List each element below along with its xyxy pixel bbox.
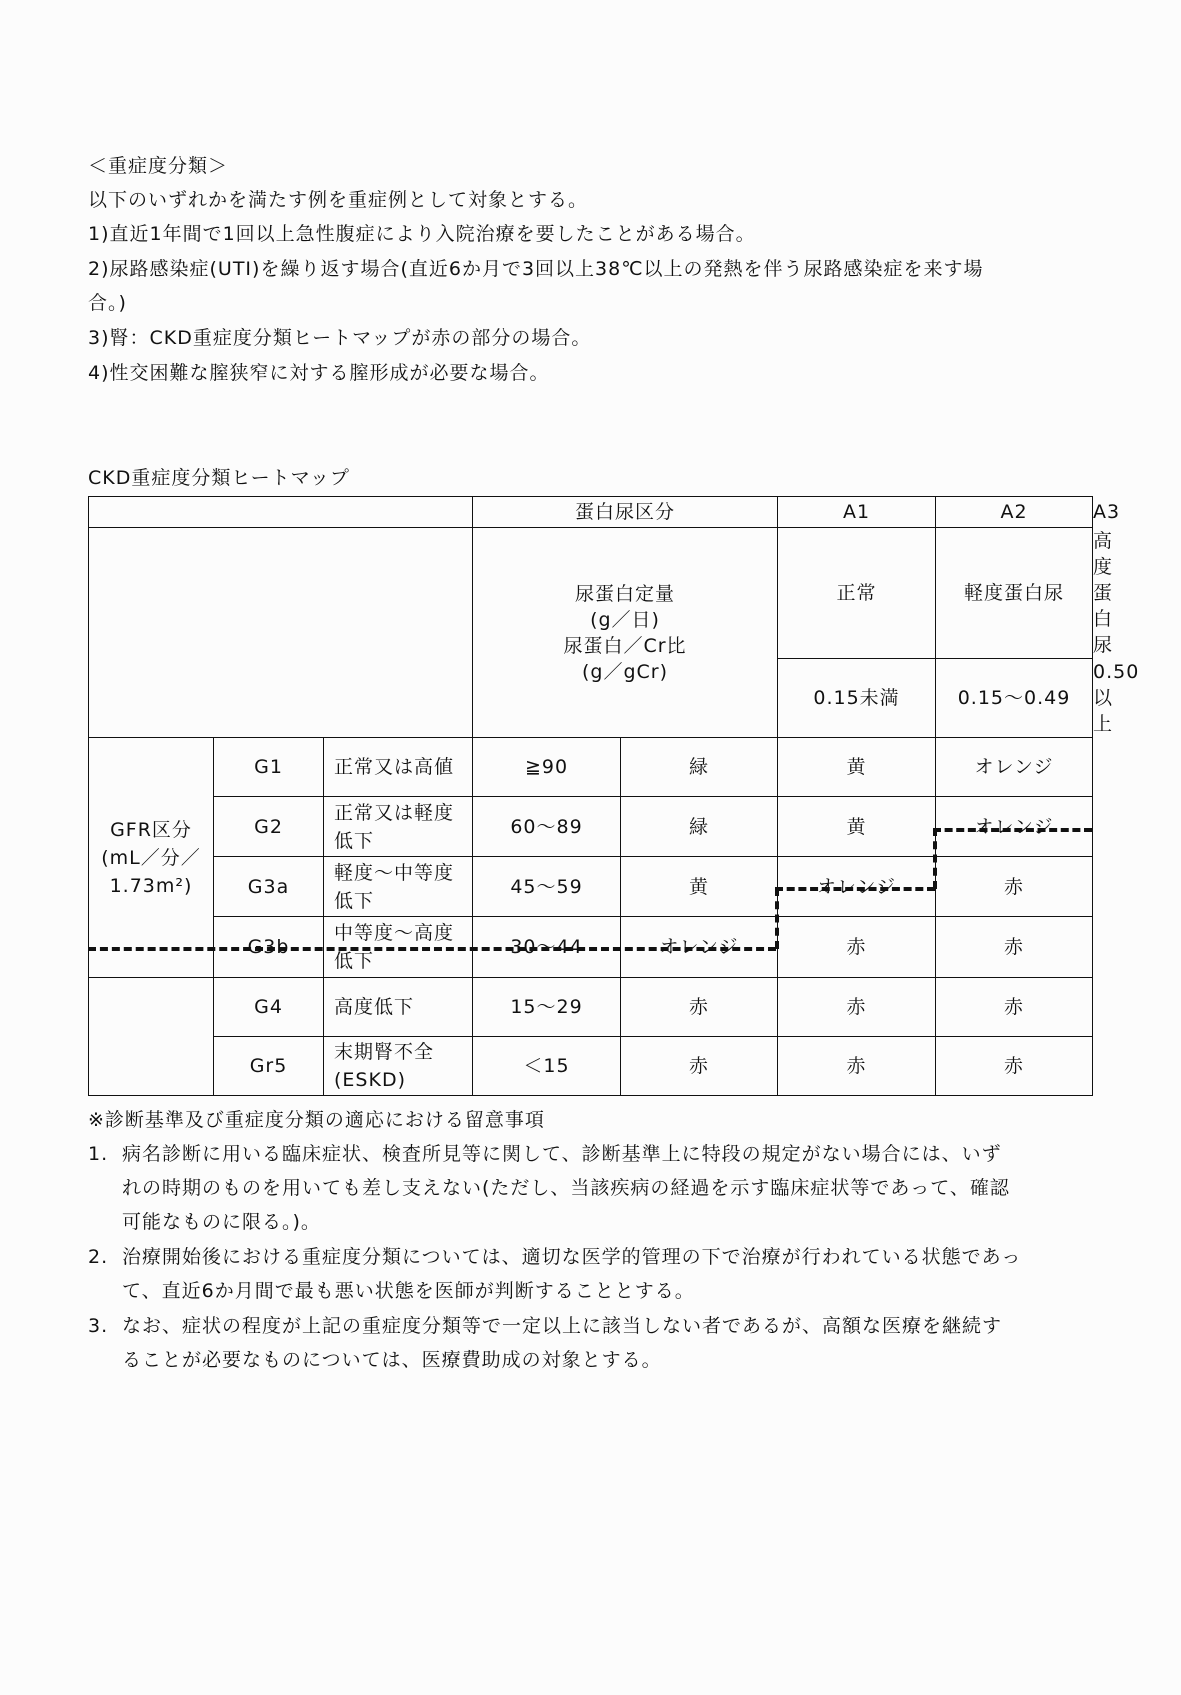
- col-range-a2: 0.15～0.49: [936, 659, 1093, 738]
- corner-cell-lower: [89, 528, 473, 738]
- heatmap-title: CKD重症度分類ヒートマップ: [88, 467, 350, 489]
- red-zone-boundary-bottom: [88, 947, 776, 951]
- heat-cell: オレンジ: [778, 857, 936, 917]
- heat-cell: 赤: [936, 857, 1093, 917]
- grade-desc: 末期腎不全(ESKD): [324, 1037, 473, 1096]
- heat-cell: 赤: [936, 917, 1093, 978]
- note-3-line-2: ることが必要なものについては、医療費助成の対象とする。: [122, 1349, 662, 1371]
- grade-range: ≧90: [473, 738, 621, 797]
- grade-desc: 正常又は高値: [324, 738, 473, 797]
- severity-item-3: 3)腎：CKD重症度分類ヒートマップが赤の部分の場合。: [88, 327, 592, 349]
- grade: G4: [214, 978, 324, 1037]
- note-3-num: 3.: [88, 1315, 109, 1337]
- grade-desc: 中等度～高度低下: [324, 917, 473, 978]
- grade-range: 30～44: [473, 917, 621, 978]
- table-row-gr5: [89, 1037, 1093, 1096]
- heat-cell: 黄: [778, 738, 936, 797]
- heat-cell: 赤: [778, 978, 936, 1037]
- heat-cell: 赤: [778, 1037, 936, 1096]
- grade-desc: 軽度～中等度低下: [324, 857, 473, 917]
- heat-cell: オレンジ: [621, 917, 778, 978]
- heat-cell: 黄: [778, 797, 936, 857]
- ckd-heatmap-table: 蛋白尿区分 A1 A2 A3 尿蛋白定量 (g／日) 尿蛋白／Cr比 (g／gCr) 正常 軽度蛋白尿 高度蛋白尿 0.15未満 0.15～0.49 0.50以上 GFR区分 (mL／分／ 1.73m²) G1 正常又は高値 ≧90 緑 黄 オレンジ G2 正常又は軽度低下 60～89 緑 黄 オレンジ G3a 軽度～中等度低下 45～59 黄 オレンジ 赤 G3b 中等度～高度低下 30～44 オレンジ 赤 赤 G4 高度低下 15～29 赤 赤 赤 Gr5 末期腎不全(ESKD) ＜15 赤 赤 赤: [88, 496, 1093, 1096]
- col-range-a1: 0.15未満: [778, 659, 936, 738]
- severity-intro: 以下のいずれかを満たす例を重症例として対象とする。: [88, 189, 589, 211]
- col-header-a1: A1: [778, 497, 936, 528]
- grade-range: 60～89: [473, 797, 621, 857]
- severity-heading: ＜重症度分類＞: [88, 155, 229, 177]
- severity-item-2: 2)尿路感染症(UTI)を繰り返す場合(直近6か月で3回以上38℃以上の発熱を伴う尿路感染症を来す場: [88, 258, 984, 280]
- table-row-g2: [89, 797, 1093, 857]
- grade: G3b: [214, 917, 324, 978]
- note-1-line-1: 病名診断に用いる臨床症状、検査所見等に関して、診断基準上に特段の規定がない場合には、いず: [122, 1143, 1002, 1165]
- heat-cell: 黄: [621, 857, 778, 917]
- note-3-line-1: なお、症状の程度が上記の重症度分類等で一定以上に該当しない者であるが、高額な医療を継続す: [122, 1315, 1003, 1337]
- grade-range: 15～29: [473, 978, 621, 1037]
- note-2-line-1: 治療開始後における重症度分類については、適切な医学的管理の下で治療が行われている状態であっ: [122, 1246, 1022, 1268]
- table-row-g4: [89, 978, 1093, 1037]
- gfr-label-empty: [89, 978, 214, 1096]
- grade-range: 45～59: [473, 857, 621, 917]
- table-row-g3a: [89, 857, 1093, 917]
- note-1-line-2: れの時期のものを用いても差し支えない(ただし、当該疾病の経過を示す臨床症状等であって、確認: [122, 1177, 1010, 1199]
- heat-cell: 赤: [778, 917, 936, 978]
- heat-cell: 赤: [936, 978, 1093, 1037]
- heat-cell: オレンジ: [936, 797, 1093, 857]
- heat-cell: 緑: [621, 797, 778, 857]
- note-2-line-2: て、直近6か月間で最も悪い状態を医師が判断することとする。: [122, 1280, 695, 1302]
- note-1-num: 1.: [88, 1143, 109, 1165]
- grade-desc: 正常又は軽度低下: [324, 797, 473, 857]
- notes-heading: ※診断基準及び重症度分類の適応における留意事項: [88, 1109, 545, 1131]
- grade: Gr5: [214, 1037, 324, 1096]
- heat-cell: 赤: [936, 1037, 1093, 1096]
- heat-cell: 緑: [621, 738, 778, 797]
- heat-cell: 赤: [621, 1037, 778, 1096]
- gfr-label: GFR区分 (mL／分／ 1.73m²): [89, 738, 214, 978]
- red-zone-boundary-top: [933, 828, 1092, 832]
- grade: G3a: [214, 857, 324, 917]
- grade: G1: [214, 738, 324, 797]
- grade-desc: 高度低下: [324, 978, 473, 1037]
- note-1-line-3: 可能なものに限る。)。: [122, 1211, 321, 1233]
- severity-item-4: 4)性交困難な膣狭窄に対する膣形成が必要な場合。: [88, 362, 550, 384]
- red-zone-boundary-mid: [775, 887, 935, 891]
- red-zone-boundary-v1: [775, 888, 779, 949]
- corner-cell: [89, 497, 473, 528]
- table-row-g1: [89, 738, 1093, 797]
- heat-cell: オレンジ: [936, 738, 1093, 797]
- note-2-num: 2.: [88, 1246, 109, 1268]
- severity-item-2-cont: 合。): [88, 292, 127, 314]
- heat-cell: 赤: [621, 978, 778, 1037]
- grade-range: ＜15: [473, 1037, 621, 1096]
- grade: G2: [214, 797, 324, 857]
- col-header-a2: A2: [936, 497, 1093, 528]
- col-label-a2: 軽度蛋白尿: [936, 528, 1093, 659]
- severity-item-1: 1)直近1年間で1回以上急性腹症により入院治療を要したことがある場合。: [88, 223, 756, 245]
- col-label-a1: 正常: [778, 528, 936, 659]
- protein-measure: 尿蛋白定量 (g／日) 尿蛋白／Cr比 (g／gCr): [473, 528, 778, 738]
- red-zone-boundary-v2: [933, 828, 937, 889]
- protein-header: 蛋白尿区分: [473, 497, 778, 528]
